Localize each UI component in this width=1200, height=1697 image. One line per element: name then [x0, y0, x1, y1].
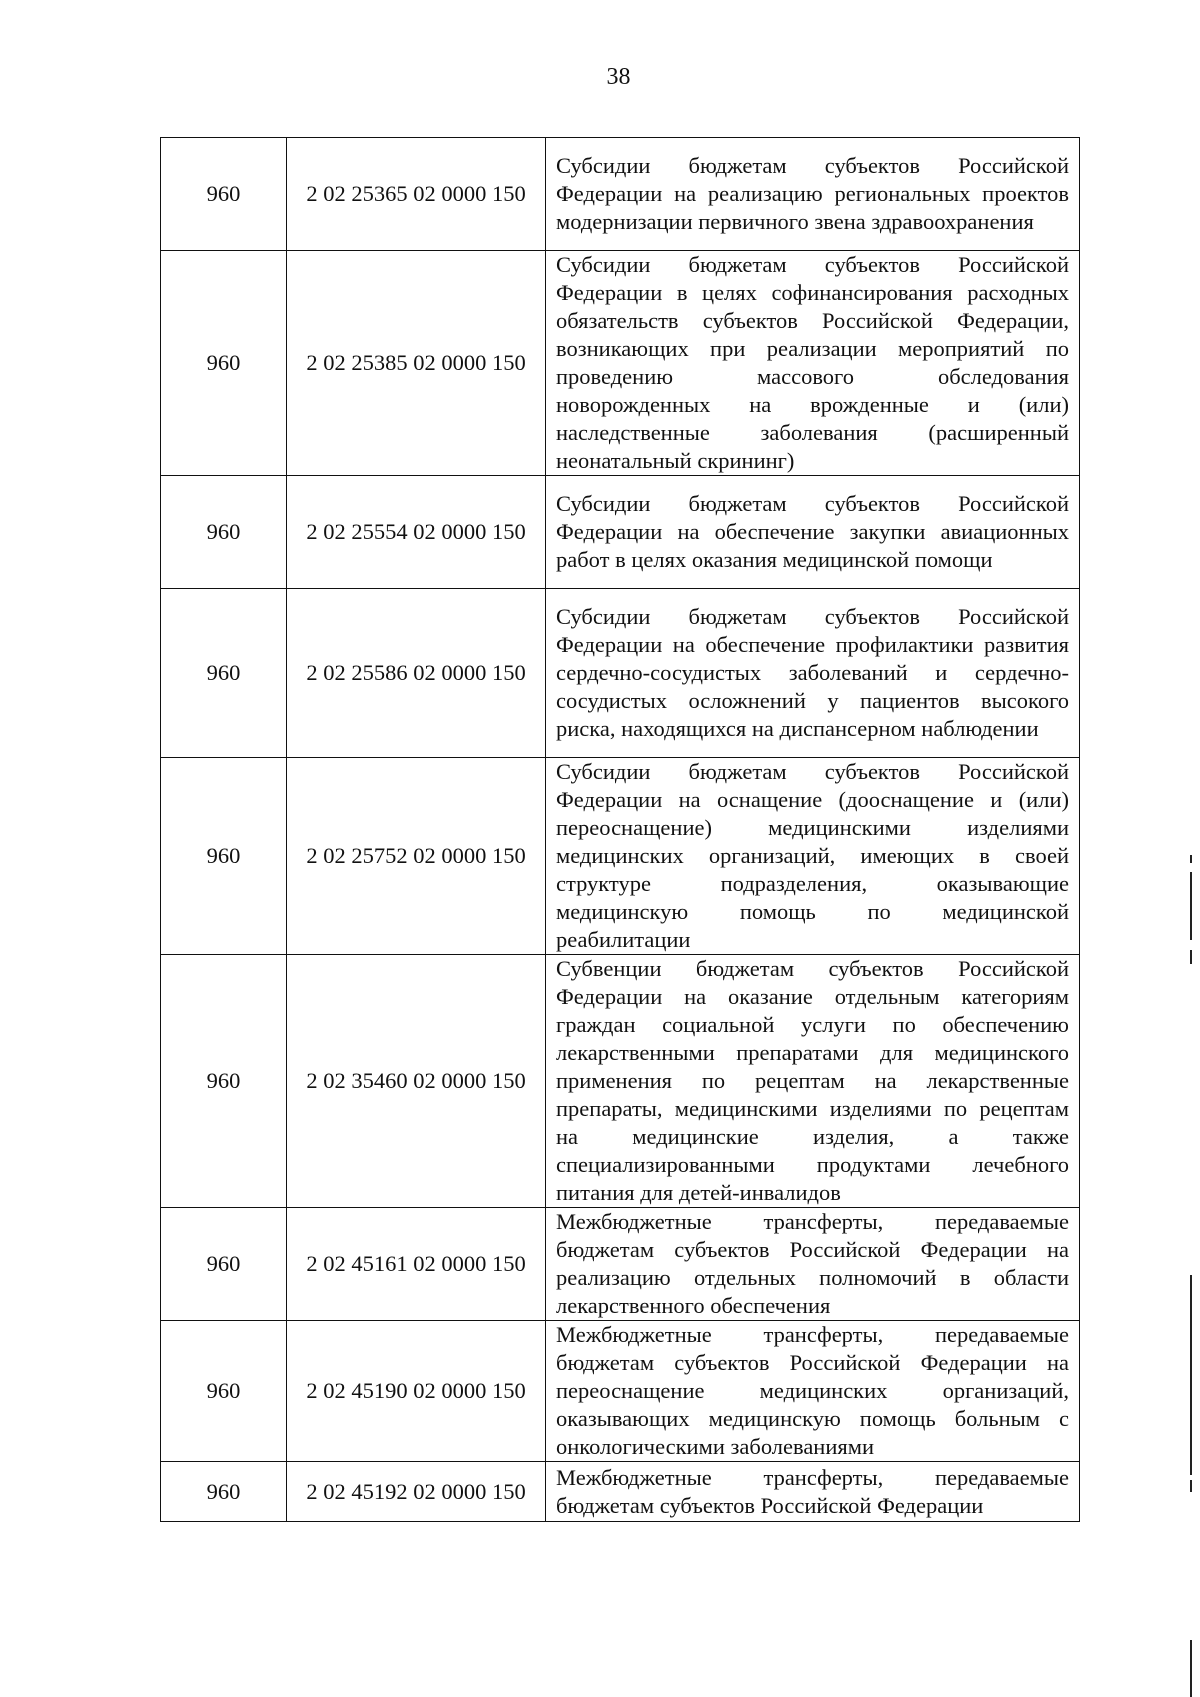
admin-code-cell: 960	[161, 1321, 287, 1462]
income-name-cell	[546, 589, 1080, 758]
scan-edge-marks	[1190, 0, 1200, 1697]
income-name-text: Межбюджетные трансферты, передаваемые бюджетам субъектов Российской Федерации на реализацию отдельных полномочий в области лекарственного обеспечения	[556, 1209, 1069, 1318]
table-row	[161, 1462, 1080, 1522]
table-row	[161, 476, 1080, 589]
income-name-cell	[546, 1208, 1080, 1321]
income-code-cell: 2 02 25365 02 0000 150	[287, 138, 546, 251]
income-name-cell	[546, 758, 1080, 955]
income-name-cell	[546, 955, 1080, 1208]
table-row	[161, 138, 1080, 251]
admin-code-cell: 960	[161, 955, 287, 1208]
table-row	[161, 955, 1080, 1208]
income-name-text: Межбюджетные трансферты, передаваемые бюджетам субъектов Российской Федерации	[556, 1464, 1069, 1518]
scan-mark	[1190, 1480, 1192, 1492]
income-name-text: Субсидии бюджетам субъектов Российской Федерации на оснащение (дооснащение и (или) переоснащение) медицинскими изделиями медицинских организаций, имеющих в своей структуре подразделения, оказывающие медицинскую помощь по медицинской реабилитации	[556, 759, 1069, 952]
income-name-text: Субсидии бюджетам субъектов Российской Федерации на обеспечение профилактики развития сердечно-сосудистых заболеваний и сердечно-сосудистых осложнений у пациентов высокого риска, находящихся на диспансерном наблюдении	[556, 604, 1069, 741]
table-row	[161, 589, 1080, 758]
income-code-cell: 2 02 45161 02 0000 150	[287, 1208, 546, 1321]
income-name-text: Субвенции бюджетам субъектов Российской Федерации на оказание отдельным категориям граждан социальной услуги по обеспечению лекарственными препаратами для медицинского применения по рецептам на лекарственные препараты, медицинскими изделиями по рецептам на медицинские изделия, а также специализированными продуктами лечебного питания для детей-инвалидов	[556, 956, 1069, 1205]
scan-mark	[1190, 1275, 1192, 1475]
income-code-cell: 2 02 25554 02 0000 150	[287, 476, 546, 589]
income-name-text: Субсидии бюджетам субъектов Российской Федерации на обеспечение закупки авиационных работ в целях оказания медицинской помощи	[556, 491, 1069, 572]
income-name-text: Субсидии бюджетам субъектов Российской Федерации в целях софинансирования расходных обязательств субъектов Российской Федерации, возникающих при реализации мероприятий по проведению массового обследования новорожденных на врожденные и (или) наследственные заболевания (расширенный неонатальный скрининг)	[556, 252, 1069, 473]
income-name-cell	[546, 1321, 1080, 1462]
income-code-cell: 2 02 25385 02 0000 150	[287, 251, 546, 476]
income-code-cell: 2 02 25586 02 0000 150	[287, 589, 546, 758]
scan-mark	[1190, 855, 1192, 863]
income-code-cell: 2 02 45192 02 0000 150	[287, 1462, 546, 1522]
admin-code-cell: 960	[161, 1208, 287, 1321]
admin-code-cell: 960	[161, 1462, 287, 1522]
admin-code-cell: 960	[161, 476, 287, 589]
income-name-cell	[546, 1462, 1080, 1522]
scan-mark	[1190, 950, 1192, 964]
income-name-text: Субсидии бюджетам субъектов Российской Федерации на реализацию региональных проектов модернизации первичного звена здравоохранения	[556, 153, 1069, 234]
income-codes-table	[160, 137, 1080, 1522]
income-name-cell	[546, 138, 1080, 251]
admin-code-cell: 960	[161, 758, 287, 955]
table-row	[161, 1208, 1080, 1321]
income-name-cell	[546, 251, 1080, 476]
table-row	[161, 251, 1080, 476]
scan-mark	[1190, 1640, 1192, 1697]
income-name-cell	[546, 476, 1080, 589]
admin-code-cell: 960	[161, 589, 287, 758]
income-name-text: Межбюджетные трансферты, передаваемые бюджетам субъектов Российской Федерации на переоснащение медицинских организаций, оказывающих медицинскую помощь больным с онкологическими заболеваниями	[556, 1322, 1069, 1459]
income-code-cell: 2 02 45190 02 0000 150	[287, 1321, 546, 1462]
income-code-cell: 2 02 25752 02 0000 150	[287, 758, 546, 955]
scan-mark	[1190, 872, 1192, 940]
admin-code-cell: 960	[161, 251, 287, 476]
table-row	[161, 758, 1080, 955]
admin-code-cell: 960	[161, 138, 287, 251]
income-code-cell: 2 02 35460 02 0000 150	[287, 955, 546, 1208]
page-number: 38	[606, 64, 631, 90]
table-row	[161, 1321, 1080, 1462]
